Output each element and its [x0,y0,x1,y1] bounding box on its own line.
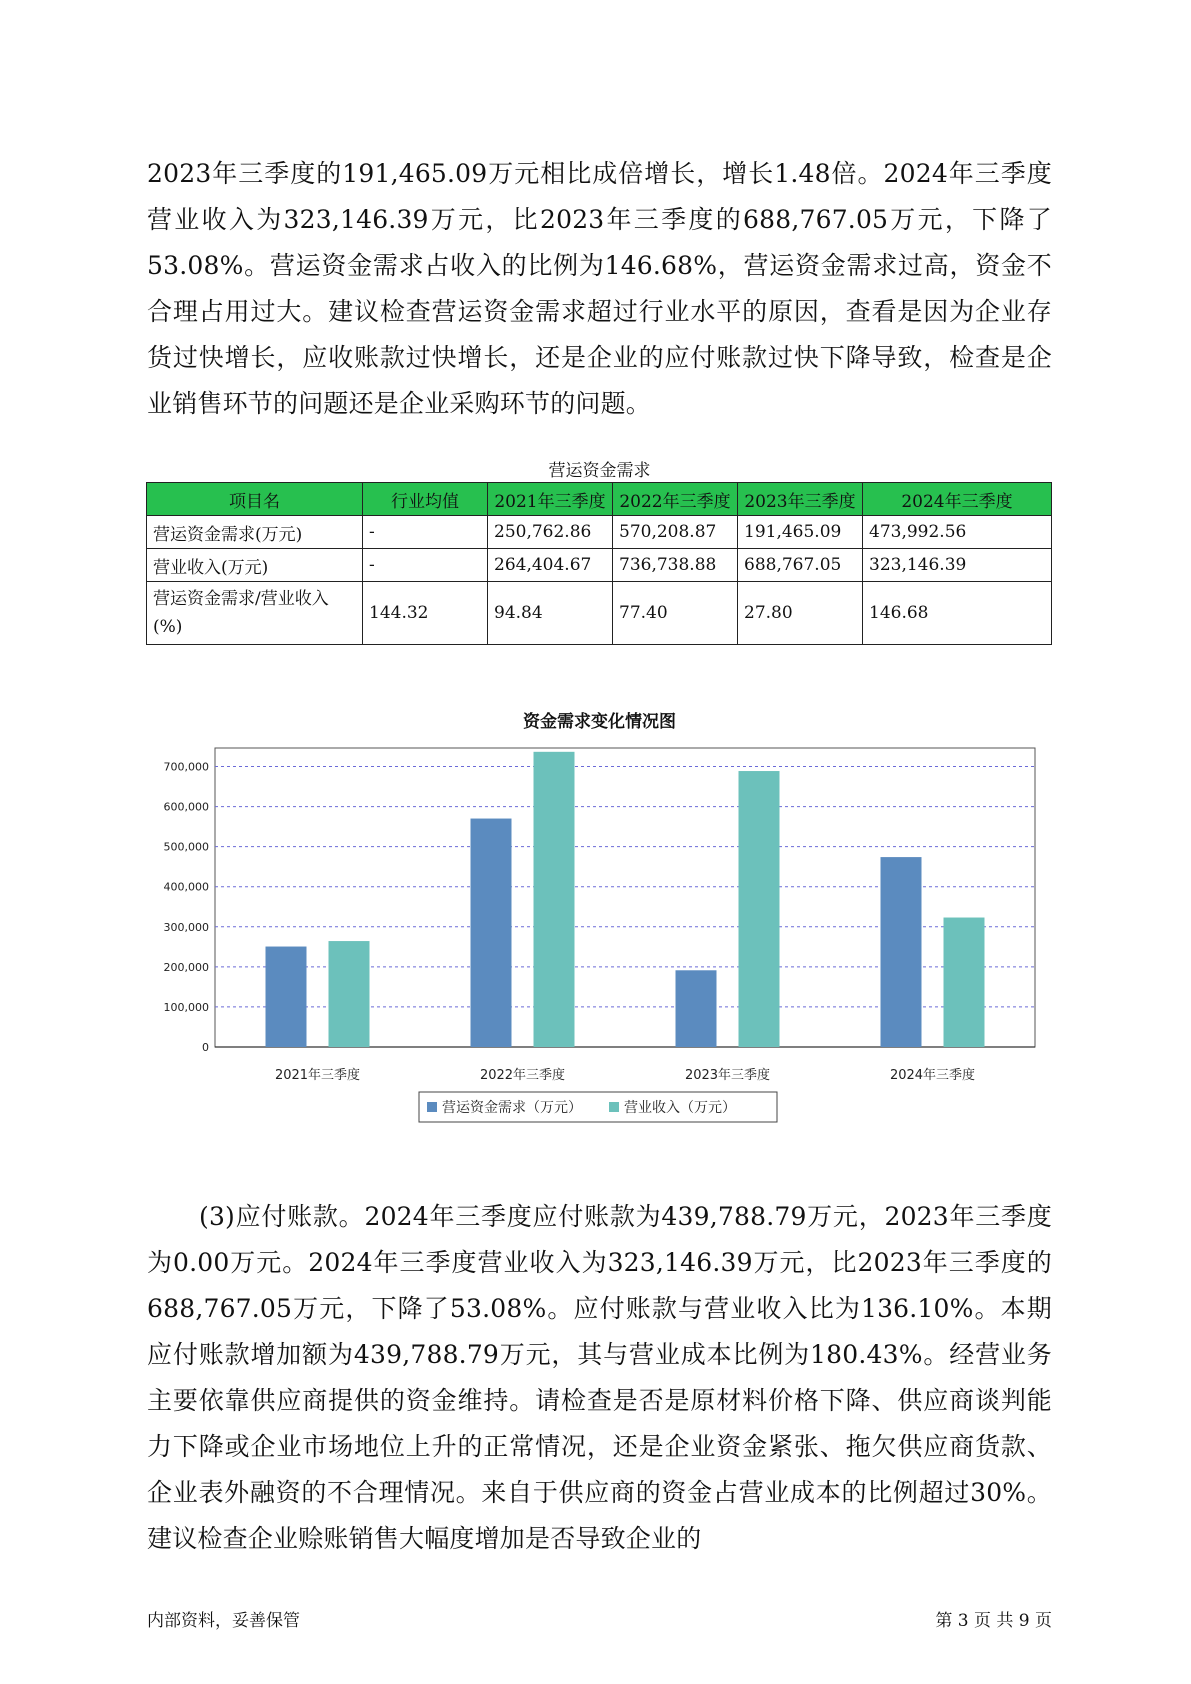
bar [534,752,575,1047]
table-caption: 营运资金需求 [548,461,651,481]
table-cell: 191,465.09 [738,516,863,549]
x-tick-label: 2024年三季度 [889,1068,976,1083]
table-cell: 27.80 [738,582,863,645]
table-cell: 77.40 [613,582,738,645]
working-capital-table [146,482,1052,645]
table-cell: 营运资金需求(万元) [147,516,363,549]
table-row [147,582,1052,645]
legend-swatch [427,1102,437,1112]
header-industry-avg: 行业均值 [363,483,488,516]
table-cell: - [363,549,488,582]
header-2021q3: 2021年三季度 [488,483,613,516]
bar-chart [147,730,1052,1150]
header-2023q3: 2023年三季度 [738,483,863,516]
bar [881,857,922,1047]
header-2024q3: 2024年三季度 [863,483,1052,516]
table-cell: - [363,516,488,549]
legend-label: 营业收入（万元） [624,1100,736,1116]
legend-swatch [609,1102,619,1112]
footer-page-number: 第 3 页 共 9 页 [935,1611,1052,1631]
bar [676,970,717,1047]
table-cell: 营运资金需求/营业收入(%) [147,582,363,645]
bar [329,941,370,1047]
y-tick-label: 600,000 [163,800,209,814]
bar [471,819,512,1047]
table-cell: 营业收入(万元) [147,549,363,582]
table-cell: 144.32 [363,582,488,645]
table-cell: 473,992.56 [863,516,1052,549]
x-tick-label: 2021年三季度 [274,1068,361,1083]
y-tick-label: 500,000 [163,840,209,854]
x-tick-label: 2022年三季度 [479,1068,566,1083]
table-row [147,549,1052,582]
body-paragraph-1: 2023年三季度的191,465.09万元相比成倍增长，增长1.48倍。2024年三季度营业收入为323,146.39万元，比2023年三季度的688,767.05万元，下降了53.08%。营运资金需求占收入的比例为146.68%，营运资金需求过高，资金不合理占用过大。建议检查营运资金需求超过行业水平的原因，查看是因为企业存货过快增长，应收账款过快增长，还是企业的应付账款过快下降导致，检查是企业销售环节的问题还是企业采购环节的问题。 [147,159,1052,418]
body-paragraph-2: (3)应付账款。2024年三季度应付账款为439,788.79万元，2023年三季度为0.00万元。2024年三季度营业收入为323,146.39万元，比2023年三季度的688,767.05万元，下降了53.08%。应付账款与营业收入比为136.10%。本期应付账款增加额为439,788.79万元，其与营业成本比例为180.43%。经营业务主要依靠供应商提供的资金维持。请检查是否是原材料价格下降、供应商谈判能力下降或企业市场地位上升的正常情况，还是企业资金紧张、拖欠供应商货款、企业表外融资的不合理情况。来自于供应商的资金占营业成本的比例超过30%。建议检查企业赊账销售大幅度增加是否导致企业的 [147,1202,1052,1553]
header-2022q3: 2022年三季度 [613,483,738,516]
table-cell: 570,208.87 [613,516,738,549]
legend-label: 营运资金需求（万元） [442,1100,582,1116]
bar [944,918,985,1047]
x-tick-label: 2023年三季度 [684,1068,771,1083]
y-tick-label: 200,000 [163,960,209,974]
y-tick-label: 100,000 [163,1000,209,1014]
y-tick-label: 0 [202,1041,209,1054]
table-cell: 146.68 [863,582,1052,645]
table-cell: 250,762.86 [488,516,613,549]
footer-confidential: 内部资料，妥善保管 [147,1611,300,1631]
y-tick-label: 300,000 [163,920,209,934]
y-tick-label: 400,000 [163,880,209,894]
table-cell: 736,738.88 [613,549,738,582]
bar [739,771,780,1047]
table-cell: 94.84 [488,582,613,645]
header-item-name: 项目名 [147,483,363,516]
bar [266,947,307,1047]
table-header-row [147,483,1052,516]
table-cell: 323,146.39 [863,549,1052,582]
chart-title: 资金需求变化情况图 [523,712,676,732]
table-cell: 264,404.67 [488,549,613,582]
table-cell: 688,767.05 [738,549,863,582]
y-tick-label: 700,000 [163,760,209,774]
table-row [147,516,1052,549]
